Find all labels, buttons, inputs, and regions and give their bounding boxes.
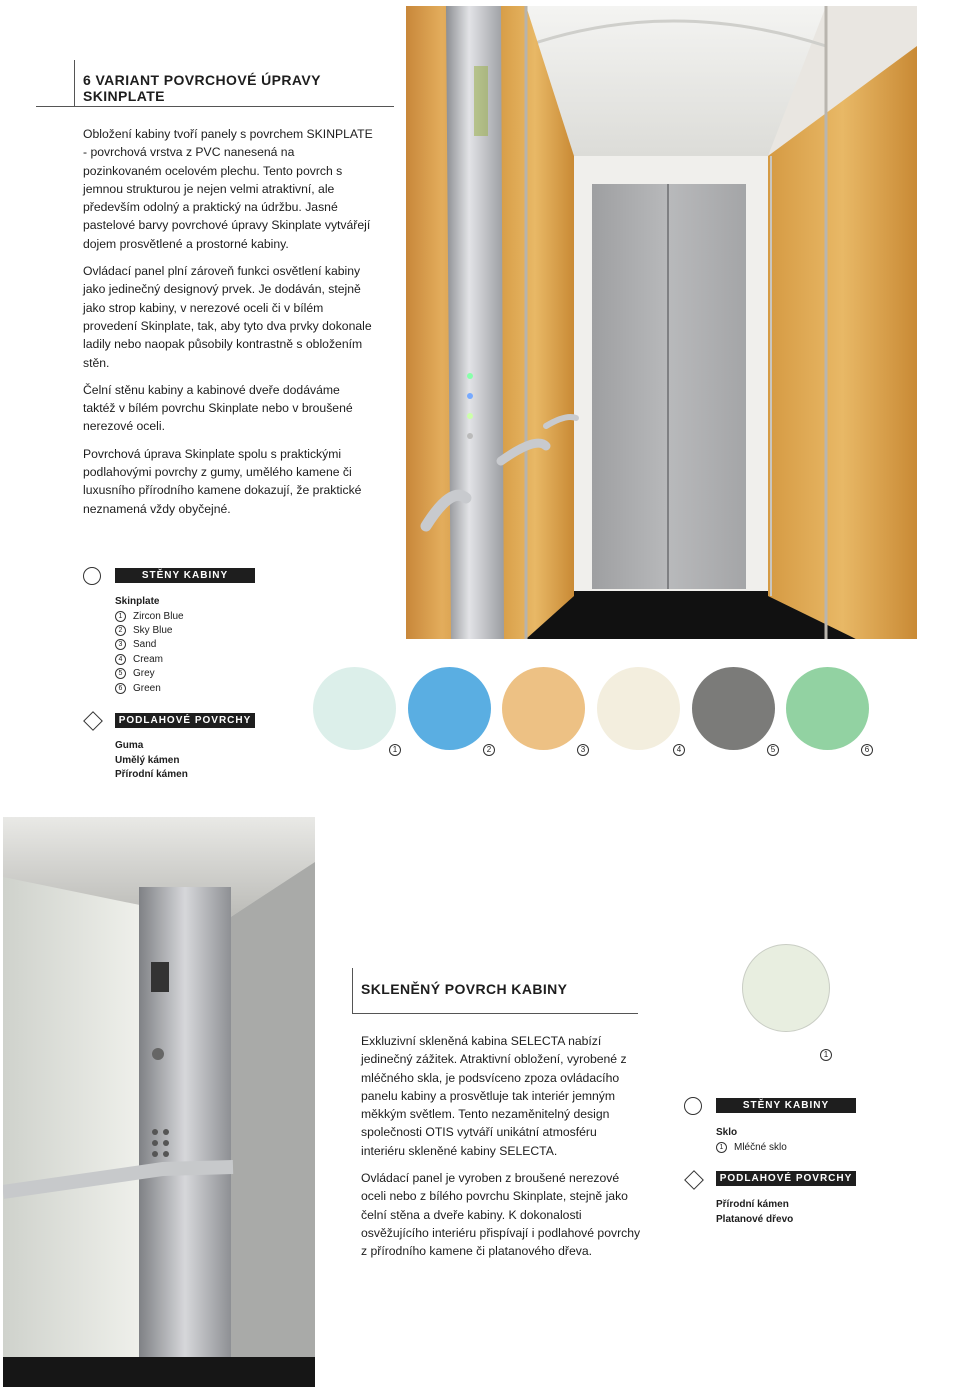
option-number: 5 bbox=[115, 668, 126, 679]
option-label: Mléčné sklo bbox=[734, 1141, 787, 1153]
walls-material: Skinplate bbox=[115, 596, 160, 607]
option-label: Zircon Blue bbox=[133, 610, 184, 622]
color-swatch bbox=[742, 944, 830, 1032]
paragraph: Čelní stěnu kabiny a kabinové dveře dodáváme taktéž v bílém povrchu Skinplate nebo v broušené nerezové oceli. bbox=[83, 382, 353, 434]
cabin-photo-skinplate bbox=[406, 6, 917, 639]
floor-option: Platanové dřevo bbox=[716, 1213, 794, 1225]
swatch-number: 3 bbox=[577, 744, 589, 756]
swatch-number: 5 bbox=[767, 744, 779, 756]
wall-option bbox=[115, 667, 275, 681]
title-divider-horizontal bbox=[352, 1013, 638, 1014]
option-label: Sky Blue bbox=[133, 624, 173, 636]
option-number: 4 bbox=[115, 654, 126, 665]
walls-options bbox=[115, 595, 275, 696]
walls-heading-bar: STĚNY KABINY bbox=[716, 1098, 856, 1113]
swatch-number: 1 bbox=[389, 744, 401, 756]
wall-option bbox=[115, 682, 275, 696]
cabin-photo-glass bbox=[3, 817, 315, 1387]
option-number: 1 bbox=[716, 1142, 727, 1153]
walls-circle-icon bbox=[83, 567, 101, 585]
option-number: 6 bbox=[115, 683, 126, 694]
color-swatch bbox=[786, 667, 869, 750]
floors-diamond-icon bbox=[83, 711, 103, 731]
wall-option bbox=[115, 638, 275, 652]
swatch-number: 4 bbox=[673, 744, 685, 756]
floors-heading-bar: PODLAHOVÉ POVRCHY bbox=[115, 713, 255, 728]
floor-option: Přírodní kámen bbox=[716, 1199, 789, 1210]
option-label: Cream bbox=[133, 653, 164, 665]
walls-options bbox=[716, 1126, 876, 1155]
swatch-number: 2 bbox=[483, 744, 495, 756]
floors-options bbox=[716, 1198, 876, 1227]
title-divider-vertical bbox=[352, 968, 353, 1014]
paragraph: Obložení kabiny tvoří panely s povrchem SKINPLATE - povrchová vrstva z PVC nanesená na pozinkovaném ocelovém plechu. Tento povrch s jemnou strukturou je nejen velmi atraktivní, ale především odolný a praktický na údržbu. Jasné pastelové barvy povrchové úpravy Skinplate vytvářejí dojem prosvětlené a prostorné kabiny. bbox=[83, 127, 373, 251]
glass-text bbox=[361, 1032, 643, 1270]
paragraph: Ovládací panel plní zároveň funkci osvětlení kabiny jako jedinečný designový prvek. Je dodáván, stejně jako strop kabiny, v nerezové oceli či v bílém provedení Skinplate, tak, aby tyto dva prvky dokonale ladily nebo naopak působily kontrastně s obložením stěn. bbox=[83, 264, 372, 370]
color-swatch bbox=[597, 667, 680, 750]
wall-option bbox=[115, 610, 275, 624]
page-title: 6 VARIANT POVRCHOVÉ ÚPRAVY SKINPLATE bbox=[83, 72, 321, 104]
option-number: 1 bbox=[115, 611, 126, 622]
section-title: SKLENĚNÝ POVRCH KABINY bbox=[361, 981, 568, 997]
floors-diamond-icon bbox=[684, 1170, 704, 1190]
color-swatch bbox=[692, 667, 775, 750]
floors-heading-bar: PODLAHOVÉ POVRCHY bbox=[716, 1171, 856, 1186]
option-label: Sand bbox=[133, 639, 157, 651]
walls-material: Sklo bbox=[716, 1127, 738, 1138]
intro-text bbox=[83, 125, 373, 527]
floor-option: Umělý kámen bbox=[115, 754, 180, 766]
wall-option bbox=[115, 653, 275, 667]
color-swatch bbox=[408, 667, 491, 750]
floors-options bbox=[115, 739, 275, 783]
option-number: 3 bbox=[115, 639, 126, 650]
title-divider-vertical bbox=[74, 60, 75, 106]
paragraph: Exkluzivní skleněná kabina SELECTA nabízí jedinečný zážitek. Atraktivní obložení, vyrobené z mléčného skla, je podsvíceno zpoza ovládacího panelu kabiny a prosvětluje tak interiér jemným měkkým světlem. Tento nezaměnitelný design společnosti OTIS vytváří unikátní atmosféru interiéru skleněné kabiny SELECTA. bbox=[361, 1034, 627, 1158]
floor-option: Guma bbox=[115, 740, 144, 751]
option-label: Green bbox=[133, 682, 161, 694]
paragraph: Ovládací panel je vyroben z broušené nerezové oceli nebo z bílého povrchu Skinplate, stejně jako čelní stěna a dveře kabiny. K dokonalosti osvěžujícího interiéru přispívají i podlahové povrchy z přírodního kamene či platanového dřeva. bbox=[361, 1171, 641, 1259]
walls-circle-icon bbox=[684, 1097, 702, 1115]
option-label: Grey bbox=[133, 668, 155, 680]
paragraph: Povrchová úprava Skinplate spolu s praktickými podlahovými povrchy z gumy, umělého kamene či luxusního přírodního kamene dokazují, že praktické neznamená vždy obyčejné. bbox=[83, 446, 362, 516]
wall-option bbox=[716, 1141, 876, 1155]
wall-option bbox=[115, 624, 275, 638]
color-swatch bbox=[502, 667, 585, 750]
color-swatch bbox=[313, 667, 396, 750]
floor-option: Přírodní kámen bbox=[115, 769, 188, 780]
walls-heading-bar: STĚNY KABINY bbox=[115, 568, 255, 583]
option-number: 2 bbox=[115, 625, 126, 636]
swatch-number: 6 bbox=[861, 744, 873, 756]
swatch-number: 1 bbox=[820, 1049, 832, 1061]
title-divider-horizontal bbox=[36, 106, 394, 107]
